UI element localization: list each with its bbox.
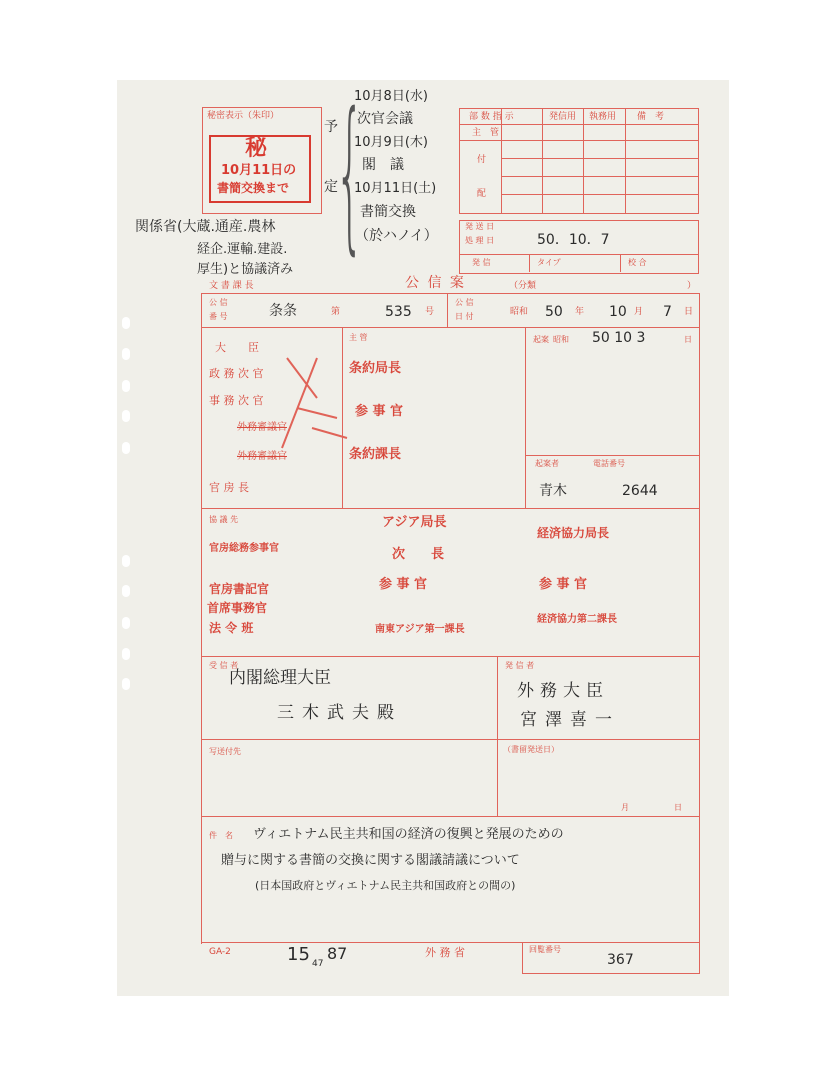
drafter-label: 起案者 (535, 459, 559, 468)
date-year-unit: 年 (575, 307, 585, 317)
schedule-line: 閣 議 (362, 157, 404, 173)
drafting-date: 50 10 3 (592, 330, 646, 346)
class-close: ） (687, 281, 697, 291)
no-label-2: 番 号 (209, 312, 228, 321)
punch-hole (122, 585, 130, 597)
appr-main-label: 主 管 (349, 333, 368, 342)
row-attach: 付 (477, 155, 487, 165)
col-issue: 発信用 (549, 112, 577, 122)
recipient-label: 受 信 者 (209, 661, 239, 670)
appr-deputy-2: 外務審議官 (237, 451, 287, 462)
row-main: 主 管 (472, 128, 500, 138)
consult-deputy-director: 次 長 (392, 547, 445, 562)
appr-parl-vice: 政 務 次 官 (209, 367, 264, 380)
appr-treaty-director: 条約局長 (349, 361, 402, 376)
schedule-line: 10月11日(土) (354, 181, 437, 196)
punch-hole (122, 617, 130, 629)
consult-secretary: 官房書記官 (209, 582, 270, 596)
date-month: 10 (609, 304, 627, 320)
date-day: 7 (663, 304, 672, 320)
consult-econ-coop2: 経済協力第二課長 (537, 614, 617, 625)
col-remarks: 備 考 (637, 112, 665, 122)
secrecy-until-date: 10月11日の (221, 163, 297, 178)
schedule-marker-yo: 予 (324, 119, 338, 135)
consult-counsellor-asia: 参 事 官 (379, 577, 428, 592)
footer-ministry: 外 務 省 (425, 946, 465, 959)
doc-class-label: 文 書 課 長 (209, 281, 254, 291)
schedule-line: 10月8日(水) (354, 89, 428, 104)
consult-counsellor-econ: 参 事 官 (539, 577, 588, 592)
no-prefix: 条条 (269, 303, 297, 319)
consult-pm-office: 首席事務官 (207, 601, 268, 615)
schedule-brace: { (335, 75, 365, 270)
approval-scribble (277, 338, 357, 478)
main-form (201, 293, 700, 944)
punch-hole (122, 317, 130, 329)
proc-date-value: 50．10．7 (537, 232, 610, 248)
proc-date-label: 処 理 日 (465, 236, 495, 245)
subject-label: 件 名 (209, 831, 233, 840)
date-era: 昭和 (510, 307, 529, 317)
date-year: 50 (545, 304, 563, 320)
schedule-line: 次官会議 (357, 111, 413, 127)
issue-label: 発 信 (472, 258, 491, 267)
punch-hole (122, 410, 130, 422)
type-label: タイプ (537, 258, 561, 267)
dispatch-month-unit: 月 (621, 803, 629, 812)
punch-hole (122, 678, 130, 690)
punch-hole (122, 380, 130, 392)
form-title: 公 信 案 (405, 275, 466, 291)
check-label: 校 合 (628, 258, 647, 267)
ministries-note-line: 厚生)と協議済み (197, 262, 294, 277)
secrecy-stamp: 秘 (245, 136, 268, 161)
date-label-2: 日 付 (455, 312, 474, 321)
recipient-line-1: 内閣総理大臣 (229, 668, 331, 688)
subject-line-1: ヴィエトナム民主共和国の経済の復興と発展のための (253, 827, 564, 842)
appr-minister: 大 臣 (215, 341, 259, 354)
phone-label: 電話番号 (593, 459, 625, 468)
sender-line-2: 宮澤喜一 (520, 710, 620, 730)
appr-secretariat: 官 房 長 (209, 481, 249, 494)
form-code: GA-2 (209, 947, 231, 957)
consult-label: 協 議 先 (209, 515, 239, 524)
drafting-day-unit: 日 (684, 335, 692, 344)
sender-line-1: 外務大臣 (517, 681, 609, 701)
date-label: 公 信 (455, 298, 474, 307)
archive-page: 87 (327, 944, 348, 963)
sender-label: 発 信 者 (505, 661, 535, 670)
ministries-note-line: 経企.運輸.建設. (197, 242, 288, 257)
appr-deputy-1: 外務審議官 (237, 422, 287, 433)
schedule-line: 書簡交換 (360, 204, 416, 220)
appr-counsellor: 参 事 官 (355, 404, 404, 419)
drafting-label: 起案 (533, 335, 549, 344)
archive-sub: 47 (312, 959, 324, 969)
drafter-phone: 2644 (622, 483, 658, 499)
col-exec: 執務用 (589, 112, 617, 122)
punch-hole (122, 442, 130, 454)
reg-value: 367 (607, 952, 634, 968)
drafter-name: 青木 (539, 483, 567, 499)
dispatch-day-unit: 日 (674, 803, 682, 812)
distribution-title: 部 数 指 示 (469, 112, 514, 122)
schedule-line: （於ハノイ） (355, 228, 438, 244)
no-value: 535 (385, 304, 412, 320)
archive-number: 15 (287, 944, 310, 965)
consult-gen-affairs: 官房総務参事官 (209, 543, 279, 554)
class-label: （分類 (509, 281, 537, 291)
appr-treaty-chief: 条約課長 (349, 447, 402, 462)
secrecy-label: 秘密表示（朱印） (207, 111, 280, 121)
secrecy-until-event: 書簡交換まで (217, 181, 290, 195)
subject-line-3: (日本国政府とヴィエトナム民主共和国政府との間の) (255, 879, 516, 892)
send-date-label: 発 送 日 (465, 222, 495, 231)
reg-label: 回覧番号 (529, 945, 561, 954)
consult-se-asia: 南東アジア第一課長 (375, 624, 465, 635)
drafting-era: 昭和 (553, 335, 569, 344)
subject-line-2: 贈与に関する書簡の交換に関する閣議請議について (221, 853, 520, 868)
consult-asia-director: アジア局長 (382, 515, 447, 530)
consult-legal: 法 令 班 (209, 621, 254, 635)
row-dist: 配 (477, 189, 487, 199)
no-label: 公 信 (209, 298, 228, 307)
date-month-unit: 月 (634, 307, 644, 317)
consult-econ-coop: 経済協力局長 (537, 526, 610, 540)
schedule-marker-tei: 定 (324, 179, 338, 195)
recipient-line-2: 三木武夫殿 (277, 703, 402, 723)
date-day-unit: 日 (684, 307, 694, 317)
no-suffix: 号 (425, 307, 435, 317)
document-sheet (117, 75, 729, 996)
appr-admin-vice: 事 務 次 官 (209, 394, 264, 407)
no-mid: 第 (331, 307, 341, 317)
punch-hole (122, 648, 130, 660)
punch-hole (122, 555, 130, 567)
punch-hole (122, 348, 130, 360)
ministries-note-line: 関係省(大蔵.通産.農林 (135, 219, 276, 235)
dispatch-label: （書留発送日） (503, 745, 559, 754)
cc-label: 写送付先 (209, 747, 241, 756)
schedule-line: 10月9日(木) (354, 135, 428, 150)
